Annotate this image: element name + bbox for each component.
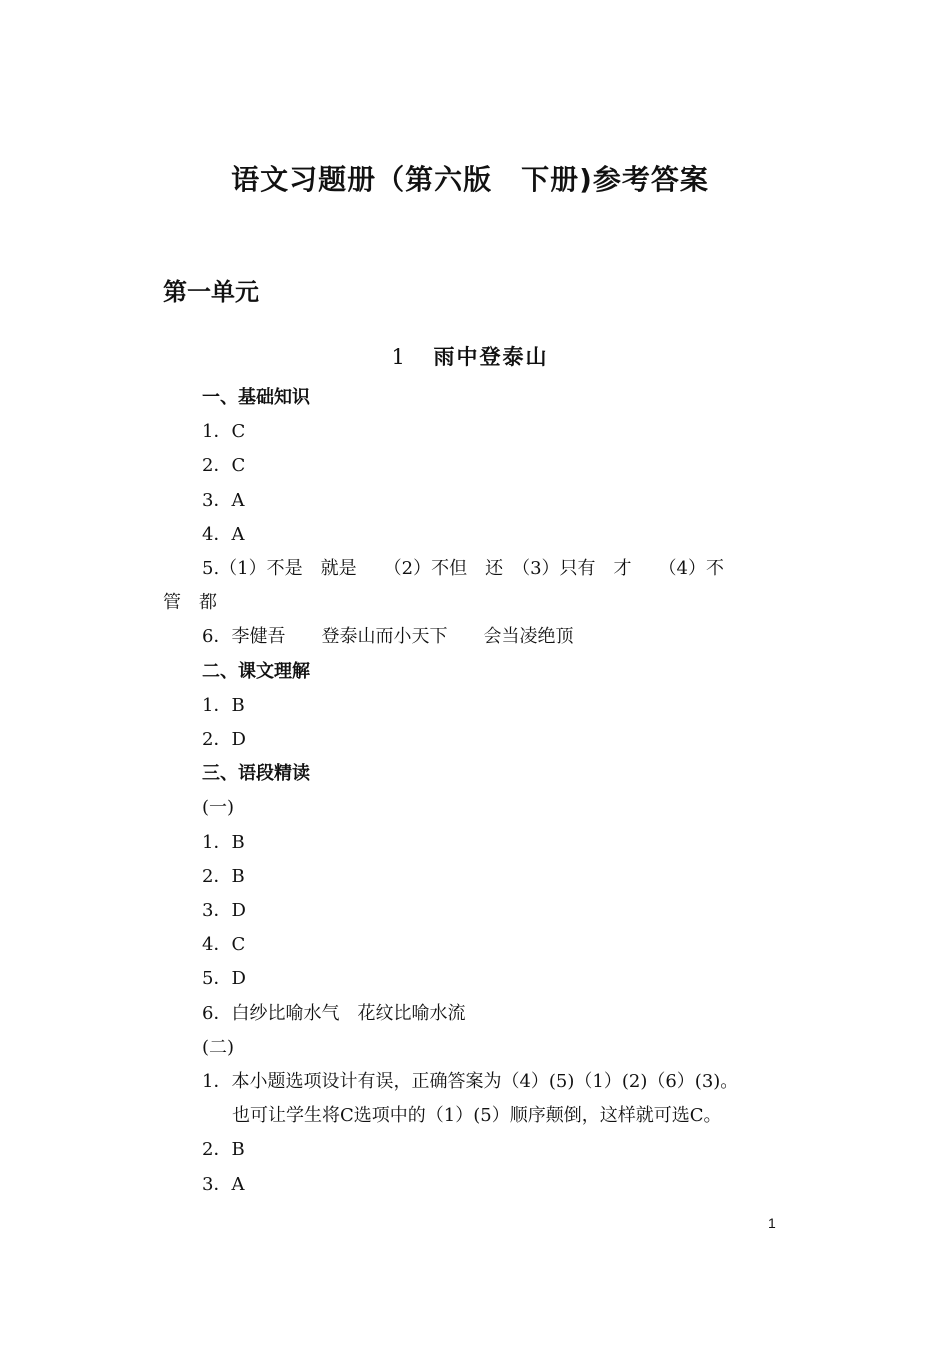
- answer-line: 3．D: [202, 900, 246, 921]
- answer-line: 2．C: [202, 455, 246, 476]
- lesson-heading: [0, 341, 940, 371]
- lesson-number: 1: [391, 345, 405, 369]
- answer-line: 管 都: [163, 592, 217, 613]
- answer-line: 1．C: [202, 421, 246, 442]
- section-heading: 一、基础知识: [202, 387, 310, 408]
- answer-line: 2．B: [202, 866, 245, 887]
- answer-line: (二): [202, 1037, 235, 1058]
- answer-line: (一): [202, 797, 235, 818]
- answer-line: 1．本小题选项设计有误，正确答案为（4）(5)（1）(2)（6）(3)。: [202, 1071, 739, 1092]
- page-number: 1: [768, 1215, 776, 1231]
- unit-heading: 第一单元: [163, 278, 259, 306]
- answer-line: 2．D: [202, 729, 246, 750]
- answer-line: 4．C: [202, 934, 246, 955]
- answer-line: 5．D: [202, 968, 246, 989]
- answer-line: 5.（1）不是 就是 （2）不但 还 （3）只有 才 （4）不: [202, 558, 724, 579]
- answer-line: 2．B: [202, 1139, 245, 1160]
- answer-line: 3．A: [202, 1174, 245, 1195]
- answer-line: 3．A: [202, 490, 245, 511]
- answer-line: 1．B: [202, 695, 245, 716]
- answer-line: 也可让学生将C选项中的（1）(5）顺序颠倒，这样就可选C。: [232, 1105, 722, 1126]
- section-heading: 三、语段精读: [202, 763, 310, 784]
- answer-line: 4．A: [202, 524, 245, 545]
- section-heading: 二、课文理解: [202, 661, 310, 682]
- answer-line: 6．白纱比喻水气 花纹比喻水流: [202, 1003, 466, 1024]
- lesson-name: 雨中登泰山: [433, 345, 549, 369]
- answer-line: 6．李健吾 登泰山而小天下 会当凌绝顶: [202, 626, 574, 647]
- answer-line: 1．B: [202, 832, 245, 853]
- document-title: 语文习题册（第六版 下册)参考答案: [231, 163, 709, 196]
